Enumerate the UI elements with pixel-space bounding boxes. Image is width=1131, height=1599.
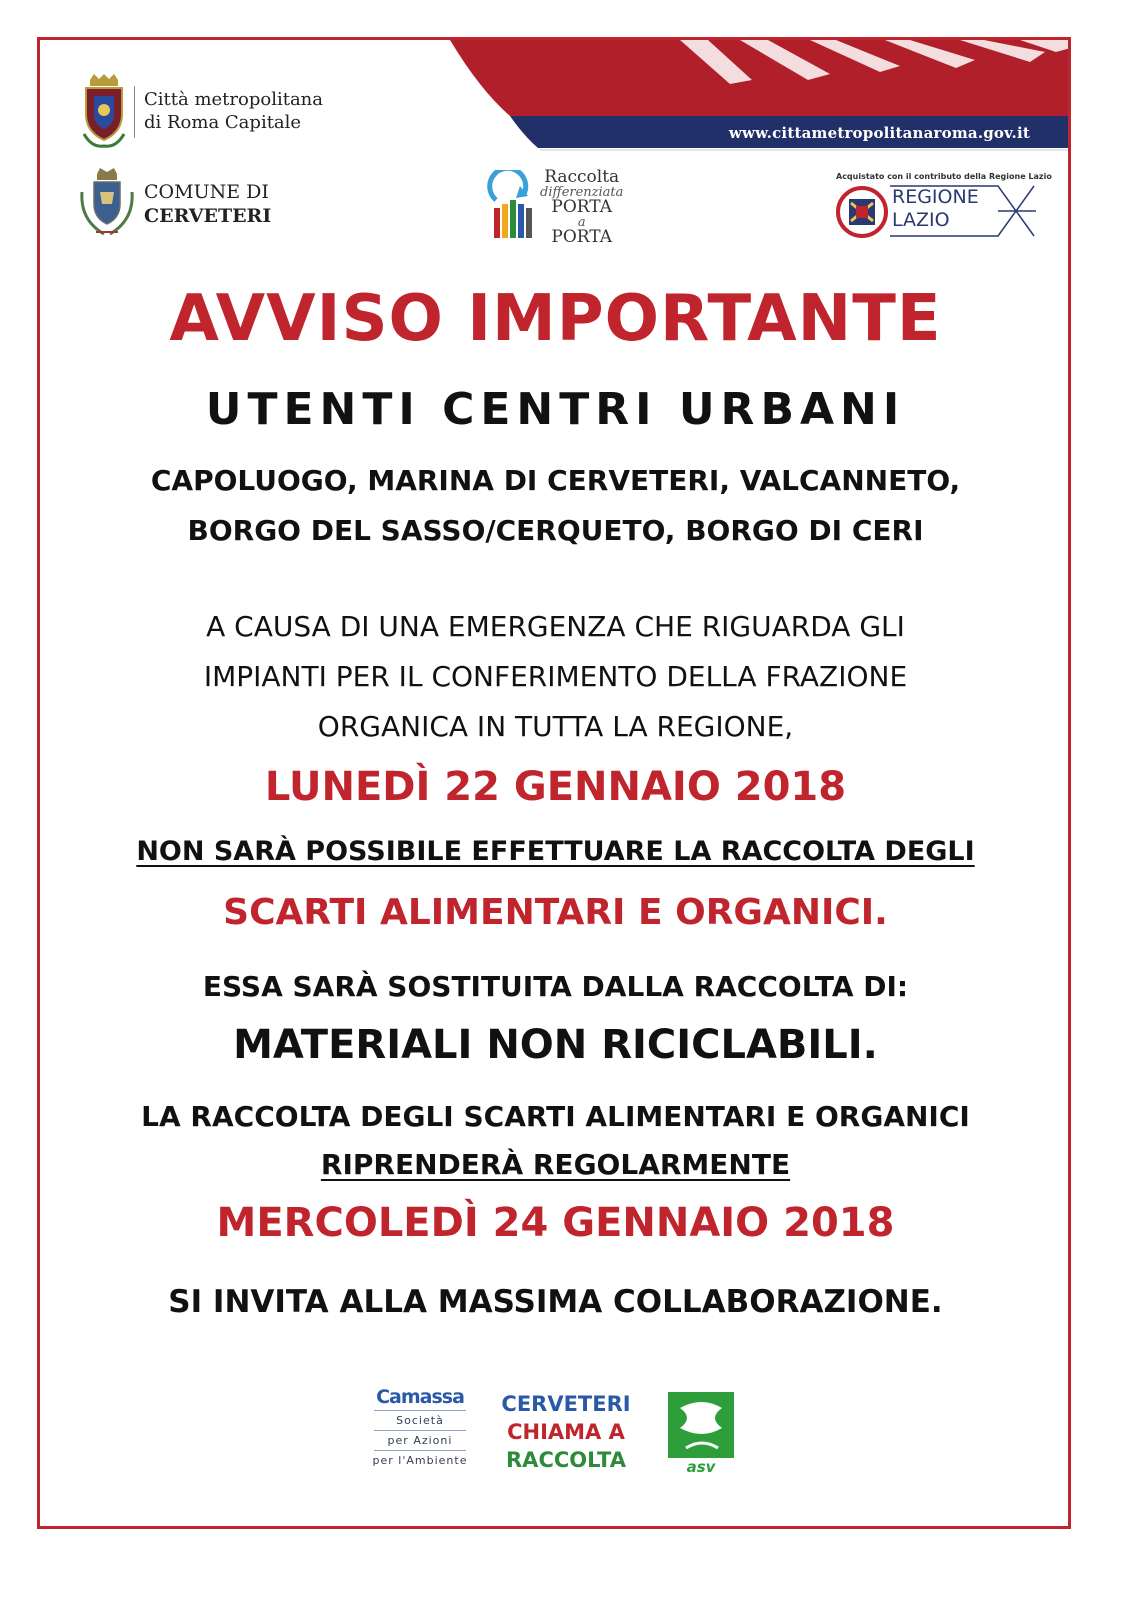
ccr-line-2: CHIAMA A bbox=[507, 1420, 625, 1444]
intro-line-2: IMPIANTI PER IL CONFERIMENTO DELLA FRAZIONE bbox=[203, 660, 908, 693]
metro-line-1: Città metropolitana bbox=[144, 89, 324, 110]
camassa-name: Camassa bbox=[376, 1386, 464, 1408]
camassa-divider bbox=[374, 1430, 466, 1431]
replacement-material: MATERIALI NON RICICLABILI. bbox=[233, 1022, 878, 1068]
poster-frame bbox=[37, 37, 1071, 1529]
raccolta-text bbox=[540, 167, 624, 247]
waste-type: SCARTI ALIMENTARI E ORGANICI. bbox=[223, 892, 888, 933]
ccr-line-1: CERVETERI bbox=[501, 1392, 631, 1416]
notice-title: AVVISO IMPORTANTE bbox=[169, 282, 942, 356]
cerveteri-chiama-a-raccolta-logo bbox=[486, 1390, 646, 1474]
areas-line-1: CAPOLUOGO, MARINA DI CERVETERI, VALCANNETO, bbox=[150, 464, 961, 497]
replaced-by-line: ESSA SARÀ SOSTITUITA DALLA RACCOLTA DI: bbox=[202, 970, 909, 1003]
intro-line-3: ORGANICA IN TUTTA LA REGIONE, bbox=[317, 710, 794, 743]
regione-lazio-emblem-icon bbox=[836, 186, 888, 238]
resume-line-2: RIPRENDERÀ REGOLARMENTE bbox=[320, 1148, 791, 1181]
resume-date: MERCOLEDÌ 24 GENNAIO 2018 bbox=[216, 1200, 895, 1246]
intro-line-1: A CAUSA DI UNA EMERGENZA CHE RIGUARDA GLI bbox=[206, 610, 905, 643]
metro-coat-of-arms-icon bbox=[80, 74, 128, 150]
areas-line-2: BORGO DEL SASSO/CERQUETO, BORGO DI CERI bbox=[187, 514, 924, 547]
asv-logo-icon bbox=[662, 1388, 742, 1478]
lazio-contribution-note: Acquistato con il contributo della Regione Lazio bbox=[836, 172, 1052, 181]
website-url: www.cittametropolitanaroma.gov.it bbox=[728, 124, 1030, 142]
regione-lazio-text bbox=[892, 186, 979, 232]
camassa-divider bbox=[374, 1450, 466, 1451]
cerveteri-coat-of-arms-icon bbox=[78, 168, 136, 240]
camassa-line-2: per Azioni bbox=[387, 1434, 453, 1447]
camassa-line-1: Società bbox=[396, 1414, 444, 1427]
comune-name bbox=[144, 180, 271, 228]
raccolta-line-1: Raccolta bbox=[544, 167, 620, 187]
asv-label: asv bbox=[686, 1458, 716, 1476]
notice-subtitle: UTENTI CENTRI URBANI bbox=[205, 384, 906, 435]
ccr-line-3: RACCOLTA bbox=[506, 1448, 626, 1472]
comune-line-1: COMUNE DI bbox=[144, 181, 269, 203]
lazio-line-1: REGIONE bbox=[892, 186, 979, 208]
camassa-divider bbox=[374, 1410, 466, 1411]
resume-line-1: LA RACCOLTA DEGLI SCARTI ALIMENTARI E ORGANICI bbox=[141, 1100, 970, 1133]
lazio-line-2: LAZIO bbox=[892, 209, 950, 231]
suspension-date: LUNEDÌ 22 GENNAIO 2018 bbox=[264, 764, 847, 810]
camassa-line-3: per l'Ambiente bbox=[372, 1454, 468, 1467]
comune-line-2: CERVETERI bbox=[144, 205, 272, 227]
raccolta-line-2: differenziata bbox=[540, 185, 624, 200]
metro-name bbox=[144, 88, 323, 134]
metro-line-2: di Roma Capitale bbox=[144, 112, 302, 133]
camassa-logo bbox=[370, 1386, 470, 1468]
raccolta-line-3: PORTA bbox=[551, 197, 612, 217]
raccolta-line-5: PORTA bbox=[551, 227, 612, 247]
closing-line: SI INVITA ALLA MASSIMA COLLABORAZIONE. bbox=[168, 1284, 943, 1320]
metro-divider bbox=[134, 86, 135, 138]
not-possible-line: NON SARÀ POSSIBILE EFFETTUARE LA RACCOLTA DEGLI bbox=[136, 836, 975, 867]
raccolta-line-4: a bbox=[577, 215, 586, 230]
